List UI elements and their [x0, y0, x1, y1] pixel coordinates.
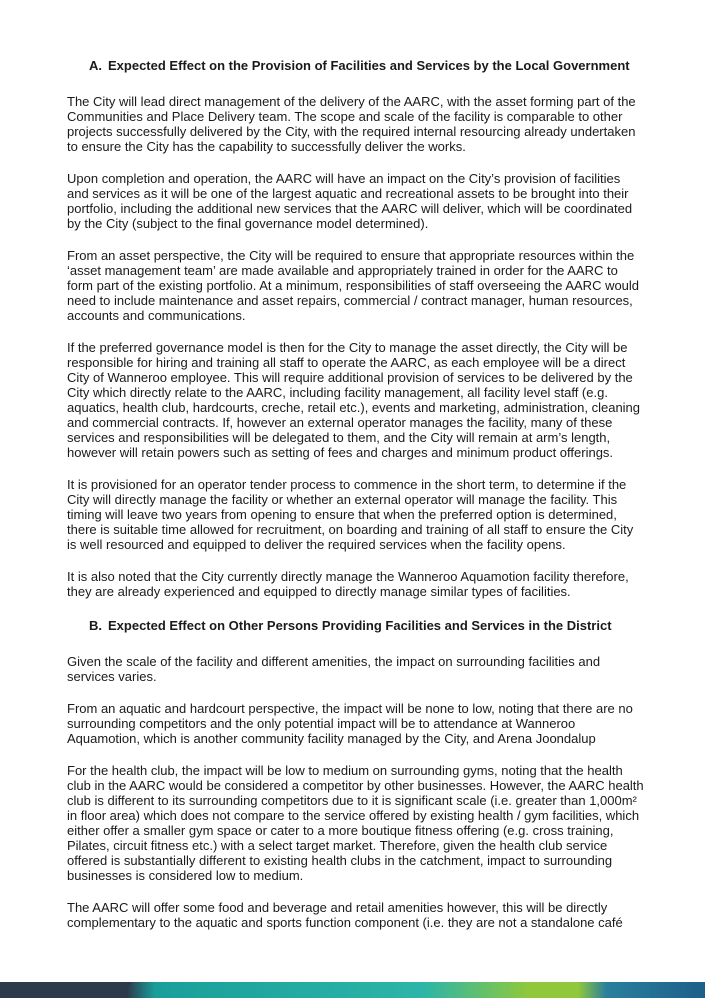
section-a-heading	[67, 56, 645, 75]
paragraph: Upon completion and operation, the AARC will have an impact on the City’s provision of facilities and services as it will be one of the largest aquatic and recreational assets to be brought into their portfolio, including the additional new services that the AARC will deliver, which will be coordinated by the City (subject to the final governance model determined).	[67, 171, 633, 231]
paragraph: It is also noted that the City currently directly manage the Wanneroo Aquamotion facility therefore, they are already experienced and equipped to directly manage similar types of facilities.	[67, 569, 629, 599]
document-page	[67, 56, 645, 947]
section-a-title: Expected Effect on the Provision of Facilities and Services by the Local Government	[108, 58, 630, 73]
paragraph: It is provisioned for an operator tender process to commence in the short term, to determine if the City will directly manage the facility or whether an external operator will manage the facility. This timing will leave two years from opening to ensure that when the preferred option is determined, there is suitable time allowed for recruitment, on boarding and training of all staff to ensure the City is well resourced and equipped to deliver the required services when the facility opens.	[67, 477, 634, 552]
paragraph: The AARC will offer some food and beverage and retail amenities however, this will be directly complementary to the aquatic and sports function component (i.e. they are not a standalone café	[67, 900, 623, 930]
paragraph: Given the scale of the facility and different amenities, the impact on surrounding facilities and services varies.	[67, 654, 601, 684]
paragraph: The City will lead direct management of the delivery of the AARC, with the asset forming part of the Communities and Place Delivery team. The scope and scale of the facility is comparable to other projects successfully delivered by the City, with the required internal resourcing already undertaken to ensure the City has the capability to successfully deliver the works.	[67, 94, 636, 154]
paragraph: From an asset perspective, the City will be required to ensure that appropriate resources within the ‘asset management team’ are made available and appropriately trained in order for the AARC to form part of the existing portfolio. At a minimum, responsibilities of staff overseeing the AARC would need to include maintenance and asset repairs, commercial / contract manager, human resources, accounts and communications.	[67, 248, 640, 323]
paragraph: If the preferred governance model is then for the City to manage the asset directly, the City will be responsible for hiring and training all staff to operate the AARC, as each employee will be a direct City of Wanneroo employee. This will require additional provision of services to be delivered by the City which directly relate to the AARC, including facility management, all facility level staff (e.g. aquatics, health club, hardcourts, creche, retail etc.), events and marketing, administration, cleaning and commercial contracts. If, however an external operator manages the facility, many of these services and responsibilities will be delegated to them, and the City will remain at arm’s length, however will retain powers such as setting of fees and charges and minimum product offerings.	[67, 340, 641, 460]
paragraph: From an aquatic and hardcourt perspective, the impact will be none to low, noting that there are no surrounding competitors and the only potential impact will be to attendance at Wanneroo Aquamotion, which is another community facility managed by the City, and Arena Joondalup	[67, 701, 633, 746]
section-b-letter: B.	[89, 618, 102, 633]
section-b-heading	[67, 616, 645, 635]
paragraph: For the health club, the impact will be low to medium on surrounding gyms, noting that the health club in the AARC would be considered a competitor by other businesses. However, the AARC health club is different to its surrounding competitors due to it is significant scale (i.e. greater than 1,000m² in floor area) which does not compare to the service offered by existing health / gym facilities, which either offer a smaller gym space or cater to a more boutique fitness offering (e.g. cross training, Pilates, circuit fitness etc.) with a select target market. Therefore, given the health club service offered is substantially different to existing health clubs in the catchment, impact to surrounding businesses is considered low to medium.	[67, 763, 644, 883]
section-a-letter: A.	[89, 58, 102, 73]
section-b-title: Expected Effect on Other Persons Providing Facilities and Services in the District	[108, 618, 612, 633]
footer-decorative-bar	[0, 982, 705, 998]
footer-bar-angle	[110, 982, 140, 998]
